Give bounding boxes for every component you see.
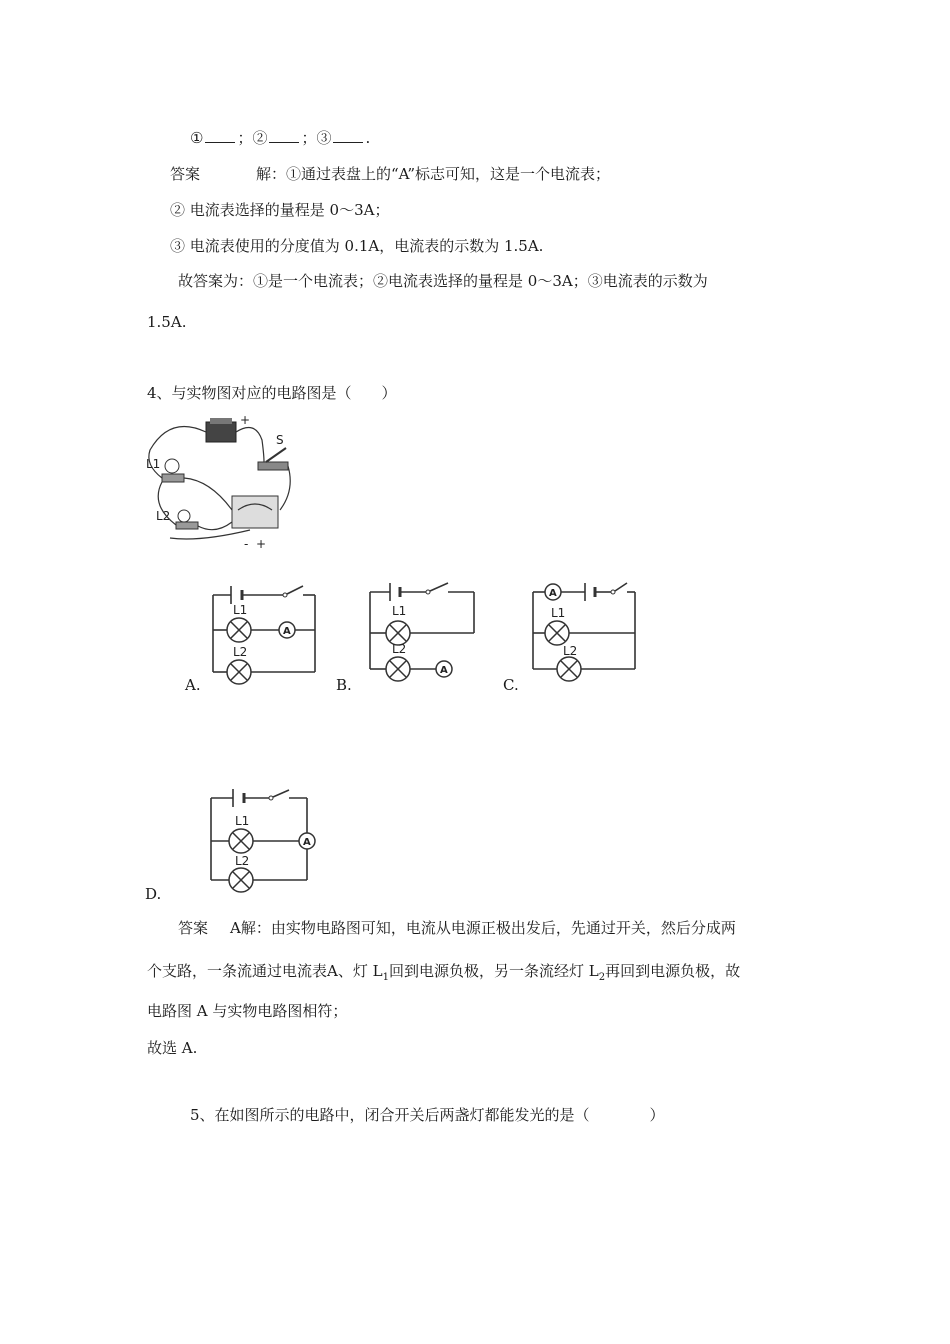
q4-answer-line-3: 电路图 A 与实物电路图相符； bbox=[147, 1002, 348, 1020]
option-a-lamp-l2 bbox=[227, 660, 251, 684]
option-a-letter[interactable]: A. bbox=[185, 676, 201, 694]
option-b-l1-label: L1 bbox=[392, 604, 407, 618]
fill-blanks-line: ① ；② ；③ . bbox=[190, 129, 371, 147]
q3-conclusion-cont: 1.5A. bbox=[147, 313, 187, 331]
option-b-l2-label: L2 bbox=[392, 642, 407, 656]
photo-l2-label: L2 bbox=[156, 509, 171, 523]
explain-1: 解：①通过表盘上的“A”标志可知，这是一个电流表； bbox=[256, 165, 610, 183]
answer-label: 答案 bbox=[170, 165, 201, 183]
blank-1[interactable] bbox=[205, 128, 235, 143]
svg-text:A: A bbox=[283, 626, 291, 637]
q4-answer-line-1: 答案 A解：由实物电路图可知，电流从电源正极出发后，先通过开关，然后分成两 bbox=[178, 919, 736, 937]
option-a-circuit[interactable] bbox=[205, 580, 325, 690]
q4-answer-line-4: 故选 A. bbox=[147, 1039, 198, 1057]
option-d-circuit[interactable] bbox=[203, 788, 323, 898]
option-c-l2-label: L2 bbox=[563, 644, 578, 658]
option-a-l2-label: L2 bbox=[233, 645, 248, 659]
option-c-lamp-l2 bbox=[557, 657, 581, 681]
option-c-circuit[interactable] bbox=[525, 577, 645, 687]
svg-text:A: A bbox=[303, 837, 311, 848]
blank-3[interactable] bbox=[333, 128, 363, 143]
photo-plus-label: + bbox=[256, 537, 267, 551]
explain-2: ② 电流表选择的量程是 0～3A； bbox=[170, 201, 390, 219]
q4-question: 4、与实物图对应的电路图是（ ） bbox=[147, 384, 397, 402]
option-d-lamp-l1 bbox=[229, 829, 253, 853]
battery-plus-label: + bbox=[240, 413, 251, 427]
option-a-lamp-l1 bbox=[227, 618, 251, 642]
q3-answer-line bbox=[170, 164, 610, 184]
option-a-l1-label: L1 bbox=[233, 603, 248, 617]
q3-conclusion: 故答案为：①是一个电流表；②电流表选择的量程是 0～3A；③电流表的示数为 bbox=[178, 272, 708, 290]
option-c-l1-label: L1 bbox=[551, 606, 566, 620]
explain-3: ③ 电流表使用的分度值为 0.1A，电流表的示数为 1.5A. bbox=[170, 237, 544, 255]
option-d-lamp-l2 bbox=[229, 868, 253, 892]
photo-l1-label: L1 bbox=[146, 457, 161, 471]
svg-text:A: A bbox=[440, 665, 448, 676]
option-b-lamp-l2 bbox=[386, 657, 410, 681]
svg-text:A: A bbox=[549, 588, 557, 599]
option-d-letter[interactable]: D. bbox=[145, 885, 162, 903]
q4-answer-label: 答案 bbox=[178, 919, 209, 937]
option-b-letter[interactable]: B. bbox=[336, 676, 352, 694]
option-c-lamp-l1 bbox=[545, 621, 569, 645]
real-circuit-photo bbox=[140, 410, 300, 550]
photo-minus-label: - bbox=[244, 537, 249, 551]
switch-label: S bbox=[276, 433, 284, 447]
option-b-circuit[interactable] bbox=[362, 577, 482, 687]
option-d-l1-label: L1 bbox=[235, 814, 250, 828]
option-d-l2-label: L2 bbox=[235, 854, 250, 868]
option-c-letter[interactable]: C. bbox=[503, 676, 519, 694]
q5-question: 5、在如图所示的电路中，闭合开关后两盏灯都能发光的是（ ） bbox=[190, 1106, 665, 1124]
blank-2[interactable] bbox=[269, 128, 299, 143]
q4-answer-line-2: 个支路，一条流通过电流表A、灯 $L_1$回到电源负极，另一条流经灯 $L_2$再回到电源负极，故 bbox=[147, 962, 741, 983]
